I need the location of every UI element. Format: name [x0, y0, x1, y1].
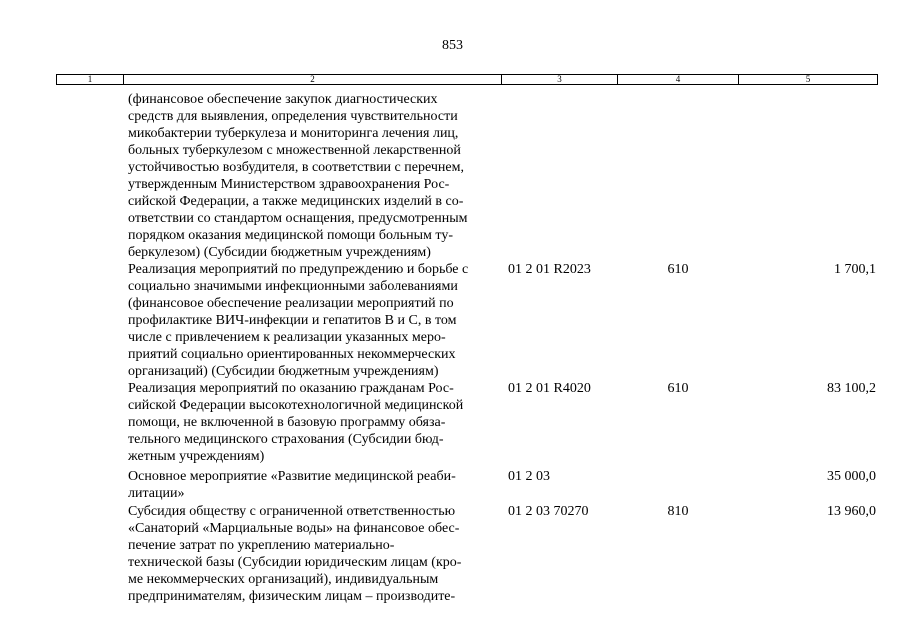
column-number-1: 1: [57, 75, 124, 84]
row-type: 810: [667, 504, 689, 519]
column-number-2: 2: [124, 75, 502, 84]
column-number-5: 5: [805, 74, 811, 84]
row-code: 01 2 03: [508, 469, 550, 484]
row-description: (финансовое обеспечение закупок диагностических средств для выявления, определения чувствительности микобактерии туберкулеза и мониторинга лечения лиц, больных туберкулезом с множественной лекарственной устойчивостью возбудителя, в соответствии с перечнем, утвержденным Министерством здравоохранения Рос- сийской Федерации, а также медицинских изделий в со- ответствии со стандартом оснащения, предусмотренным порядком оказания медицинской помощи больным ту- беркулезом) (Субсидии бюджетным учреждениям): [128, 92, 468, 260]
row-description: Основное мероприятие «Развитие медицинской реаби- литации»: [128, 469, 456, 501]
row-description: Реализация мероприятий по предупреждению и борьбе с социально значимыми инфекционными заболеваниями (финансовое обеспечение реализации мероприятий по профилактике ВИЧ-инфекции и гепатитов B и C, в том числе с привлечением к реализации указанных меро- приятий социально ориентированных некоммерческих организаций) (Субсидии бюджетным учреждениям): [128, 262, 469, 379]
row-amount: 13 960,0: [827, 504, 876, 519]
column-number-3: 3: [502, 75, 618, 84]
row-amount: 35 000,0: [827, 469, 876, 484]
table-header: [56, 74, 878, 85]
row-code: 01 2 01 R4020: [508, 381, 591, 396]
row-type: 610: [667, 381, 689, 396]
row-amount: 1 700,1: [834, 262, 876, 277]
row-description: Субсидия обществу с ограниченной ответственностью «Санаторий «Марциальные воды» на финансовое обес- печение затрат по укреплению материально- технической базы (Субсидии юридическим лицам (кро- ме некоммерческих организаций), индивидуальным предпринимателям, физическим лицам – производите-: [128, 504, 462, 604]
column-number-4: 4: [618, 75, 739, 84]
row-code: 01 2 01 R2023: [508, 262, 591, 277]
row-description: Реализация мероприятий по оказанию гражданам Рос- сийской Федерации высокотехнологичной медицинской помощи, не включенной в базовую программу обяза- тельного медицинского страхования (Субсидии бюд- жетным учреждениям): [128, 381, 464, 464]
row-amount: 83 100,2: [827, 381, 876, 396]
page-number: 853: [442, 38, 463, 53]
row-type: 610: [667, 262, 689, 277]
row-code: 01 2 03 70270: [508, 504, 589, 519]
